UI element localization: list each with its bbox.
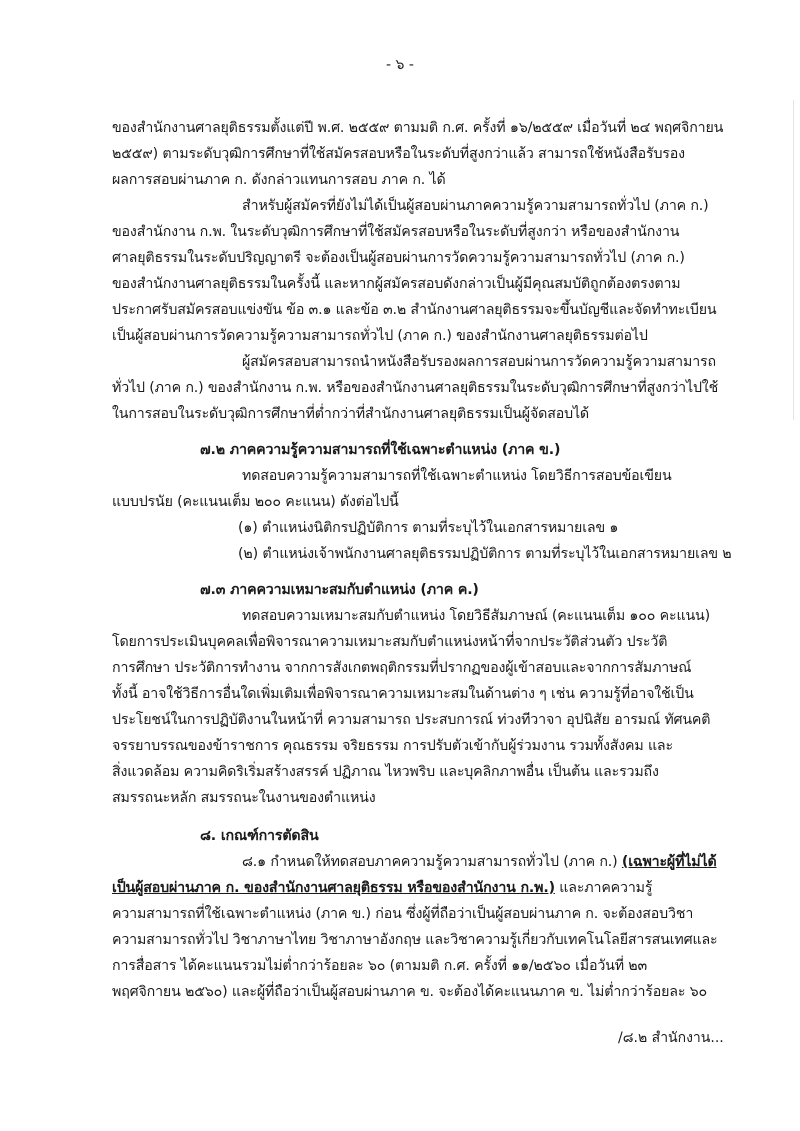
intro-line-2: ๒๕๕๙) ตามระดับวุฒิการศึกษาที่ใช้สมัครสอบหรือในระดับที่สูงกว่าแล้ว สามารถใช้หนังสือรับรอง <box>112 146 685 162</box>
section-8-1-line-1 <box>242 852 717 872</box>
section-8-1-line-3: ความสามารถที่ใช้เฉพาะตำแหน่ง (ภาค ข.) ก่อน ซึ่งผู้ที่ถือว่าเป็นผู้สอบผ่านภาค ก. จะต้องสอบวิชา <box>112 906 694 922</box>
not-passed-line-2: ของสำนักงาน ก.พ. ในระดับวุฒิการศึกษาที่ใช้สมัครสอบหรือในระดับที่สูงกว่า หรือของสำนักงาน <box>112 224 680 240</box>
section-8-1-suffix: และภาคความรู้ <box>554 880 653 896</box>
not-passed-line-6: เป็นผู้สอบผ่านการวัดความรู้ความสามารถทั่วไป (ภาค ก.) ของสำนักงานศาลยุติธรรมต่อไป <box>112 328 648 344</box>
section-7-2-heading: ๗.๒ ภาคความรู้ความสามารถที่ใช้เฉพาะตำแหน่ง (ภาค ข.) <box>200 442 561 458</box>
certificate-line-2: ทั่วไป (ภาค ก.) ของสำนักงาน ก.พ. หรือของสำนักงานศาลยุติธรรมในระดับวุฒิการศึกษาที่สูงกว่าไปใช้ <box>112 380 719 396</box>
section-8-1-line-2 <box>112 878 712 898</box>
intro-line-3: ผลการสอบผ่านภาค ก. ดังกล่าวแทนการสอบ ภาค ก. ได้ <box>112 172 446 188</box>
section-7-3-line-7: สิ่งแวดล้อม ความคิดริเริ่มสร้างสรรค์ ปฏิภาณ ไหวพริบ และบุคลิกภาพอื่น เป็นต้น และรวมถึง <box>112 764 659 780</box>
section-7-3-line-1: ทดสอบความเหมาะสมกับตำแหน่ง โดยวิธีสัมภาษณ์ (คะแนนเต็ม ๑๐๐ คะแนน) <box>242 608 710 624</box>
section-7-2-item-2: (๒) ตำแหน่งเจ้าพนักงานศาลยุติธรรมปฏิบัติการ ตามที่ระบุไว้ในเอกสารหมายเลข ๒ <box>238 546 732 562</box>
section-7-3-line-3: การศึกษา ประวัติการทำงาน จากการสังเกตพฤติกรรมที่ปรากฏของผู้เข้าสอบและจากการสัมภาษณ์ <box>112 660 692 676</box>
certificate-line-3: ในการสอบในระดับวุฒิการศึกษาที่ต่ำกว่าที่สำนักงานศาลยุติธรรมเป็นผู้จัดสอบได้ <box>112 406 589 422</box>
page-continuation: /๘.๒ สำนักงาน... <box>618 1030 724 1046</box>
section-8-1-emphasis-start: (เฉพาะผู้ที่ไม่ได้ <box>621 854 717 870</box>
section-7-3-line-4: ทั้งนี้ อาจใช้วิธีการอื่นใดเพิ่มเติมเพื่อพิจารณาความเหมาะสมในด้านต่าง ๆ เช่น ความรู้ที่อาจใช้เป็น <box>112 686 694 702</box>
section-7-2-line-2: แบบปรนัย (คะแนนเต็ม ๒๐๐ คะแนน) ดังต่อไปนี้ <box>112 494 399 510</box>
intro-line-1: ของสำนักงานศาลยุติธรรมตั้งแต่ปี พ.ศ. ๒๕๕๙ ตามมติ ก.ศ. ครั้งที่ ๑๖/๒๕๕๙ เมื่อวันที่ ๒๔ พฤศจิกายน <box>112 120 724 136</box>
section-8-1-line-5: การสื่อสาร ได้คะแนนรวมไม่ต่ำกว่าร้อยละ ๖๐ (ตามมติ ก.ศ. ครั้งที่ ๑๑/๒๕๖๐ เมื่อวันที่ ๒๓ <box>112 958 648 974</box>
scan-edge-mark <box>793 100 794 420</box>
section-7-3-heading: ๗.๓ ภาคความเหมาะสมกับตำแหน่ง (ภาค ค.) <box>200 582 479 598</box>
section-8-1-emphasis-end: เป็นผู้สอบผ่านภาค ก. ของสำนักงานศาลยุติธรรม หรือของสำนักงาน ก.พ.) <box>112 880 555 896</box>
section-7-2-item-1: (๑) ตำแหน่งนิติกรปฏิบัติการ ตามที่ระบุไว้ในเอกสารหมายเลข ๑ <box>238 520 619 536</box>
not-passed-line-1: สำหรับผู้สมัครที่ยังไม่ได้เป็นผู้สอบผ่านภาคความรู้ความสามารถทั่วไป (ภาค ก.) <box>242 198 709 214</box>
not-passed-line-4: ของสำนักงานศาลยุติธรรมในครั้งนี้ และหากผู้สมัครสอบดังกล่าวเป็นผู้มีคุณสมบัติถูกต้องตรงตาม <box>112 276 681 292</box>
page-number: - ๖ - <box>386 57 414 73</box>
section-7-3-line-8: สมรรถนะหลัก สมรรถนะในงานของตำแหน่ง <box>112 790 376 806</box>
section-8-1-line-4: ความสามารถทั่วไป วิชาภาษาไทย วิชาภาษาอังกฤษ และวิชาความรู้เกี่ยวกับเทคโนโลยีสารสนเทศและ <box>112 932 718 948</box>
section-7-3-line-2: โดยการประเมินบุคคลเพื่อพิจารณาความเหมาะสมกับตำแหน่งหน้าที่จากประวัติส่วนตัว ประวัติ <box>112 634 668 650</box>
section-8-1-line-6: พฤศจิกายน ๒๕๖๐) และผู้ที่ถือว่าเป็นผู้สอบผ่านภาค ข. จะต้องได้คะแนนภาค ข. ไม่ต่ำกว่าร้อยละ ๖๐ <box>112 984 708 1000</box>
certificate-line-1: ผู้สมัครสอบสามารถนำหนังสือรับรองผลการสอบผ่านการวัดความรู้ความสามารถ <box>242 354 716 370</box>
section-7-3-line-6: จรรยาบรรณของข้าราชการ คุณธรรม จริยธรรม การปรับตัวเข้ากับผู้ร่วมงาน รวมทั้งสังคม และ <box>112 738 673 754</box>
section-7-3-line-5: ประโยชน์ในการปฏิบัติงานในหน้าที่ ความสามารถ ประสบการณ์ ท่วงทีวาจา อุปนิสัย อารมณ์ ทัศนคติ <box>112 712 711 728</box>
not-passed-line-5: ประกาศรับสมัครสอบแข่งขัน ข้อ ๓.๑ และข้อ ๓.๒ สำนักงานศาลยุติธรรมจะขึ้นบัญชีและจัดทำทะเบียน <box>112 302 717 318</box>
section-7-2-line-1: ทดสอบความรู้ความสามารถที่ใช้เฉพาะตำแหน่ง โดยวิธีการสอบข้อเขียน <box>242 468 672 484</box>
section-8-1-prefix: ๘.๑ กำหนดให้ทดสอบภาคความรู้ความสามารถทั่วไป (ภาค ก.) <box>242 854 622 870</box>
not-passed-line-3: ศาลยุติธรรมในระดับปริญญาตรี จะต้องเป็นผู้สอบผ่านการวัดความรู้ความสามารถทั่วไป (ภาค ก.) <box>112 250 685 266</box>
section-8-heading: ๘. เกณฑ์การตัดสิน <box>200 828 319 844</box>
